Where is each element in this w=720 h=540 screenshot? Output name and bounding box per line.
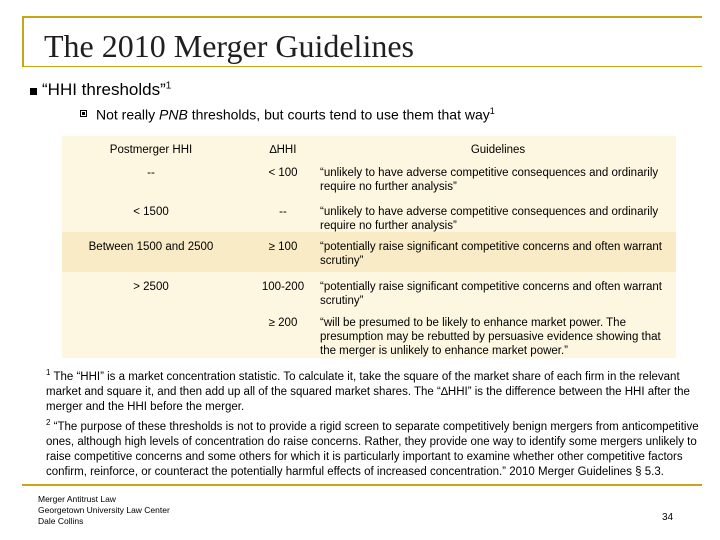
hhi-threshold-table: [62, 136, 676, 358]
table-cell-hhi: > 2500: [133, 281, 169, 293]
page-number: 34: [662, 512, 674, 523]
square-bullet-icon: [30, 88, 37, 95]
footer-line: Georgetown University Law Center: [38, 505, 170, 515]
footnote-1: [46, 365, 706, 415]
footnote-1-mark: 1: [46, 368, 51, 377]
footer-line: Dale Collins: [38, 516, 84, 526]
bullet1-sup: 1: [165, 80, 172, 92]
bullet2-em: PNB: [159, 106, 188, 123]
table-cell-guideline: “unlikely to have adverse competitive consequences and ordinarily require no further analysis”: [320, 206, 659, 232]
footnote-2-text: “The purpose of these thresholds is not to provide a rigid screen to separate competitively benign mergers from anticompetitive ones, although high levels of concentration do raise concerns. Rather, they provide one way to identify some mergers unlikely to raise competitive concerns and some others for which it is particularly important to examine whether other competitive factors confirm, reinforce, or counteract the potentially harmful effects of increased concentration.” 2010 Merger Guidelines § 5.3.: [46, 420, 699, 478]
table-cell-guideline: “potentially raise significant competitive concerns and often warrant scrutiny”: [320, 241, 662, 267]
footnote-2-mark: 2: [46, 417, 51, 427]
bullet1-text: “HHI thresholds”: [42, 80, 166, 99]
table-cell-hhi: Between 1500 and 2500: [88, 241, 214, 253]
table-cell-delta: 100-200: [261, 281, 305, 293]
sub-bullet-pnb: [96, 106, 495, 123]
table-cell-delta: ≥ 100: [268, 241, 298, 253]
footnote-2: [46, 415, 706, 480]
table-header-delta-hhi: ∆HHI: [269, 144, 297, 156]
table-cell-delta: --: [279, 206, 287, 218]
hollow-square-bullet-icon: [80, 110, 87, 117]
table-cell-guideline: “unlikely to have adverse competitive consequences and ordinarily require no further analysis”: [320, 167, 659, 193]
bullet2-post: thresholds, but courts tend to use them that way: [187, 106, 490, 123]
frame-top-rule: [22, 16, 702, 18]
table-cell-hhi: < 1500: [133, 206, 169, 218]
table-cell-delta: ≥ 200: [268, 317, 298, 329]
bullet2-sup: 1: [489, 106, 495, 116]
footnote-1-text: The “HHI” is a market concentration statistic. To calculate it, take the square of the market share of each firm in the relevant market and square it, and then add up all of the squared market shares. The “∆HHI” is the difference between the HHI after the merger and the HHI before the merger.: [46, 370, 690, 413]
table-cell-guideline: “potentially raise significant competitive concerns and often warrant scrutiny”: [320, 281, 662, 307]
slide-title: The 2010 Merger Guidelines: [44, 28, 414, 64]
footnotes: [46, 365, 706, 480]
table-header-guidelines: Guidelines: [470, 144, 526, 156]
table-cell-hhi: --: [147, 167, 155, 179]
table-cell-guideline: “will be presumed to be likely to enhance market power. The presumption may be rebutted by persuasive evidence showing that the merger is unlikely to enhance market power.”: [320, 317, 661, 357]
bullet-hhi-thresholds: [42, 80, 171, 100]
frame-left-rule: [22, 16, 24, 66]
footer-credit: [38, 494, 170, 527]
bullet2-pre: Not really: [96, 106, 160, 123]
footer-rule: [22, 484, 702, 486]
table-header-postmerger-hhi: Postmerger HHI: [109, 144, 193, 156]
title-underline: [22, 66, 702, 67]
table-cell-delta: < 100: [268, 167, 298, 179]
footer-line: Merger Antitrust Law: [38, 494, 116, 504]
